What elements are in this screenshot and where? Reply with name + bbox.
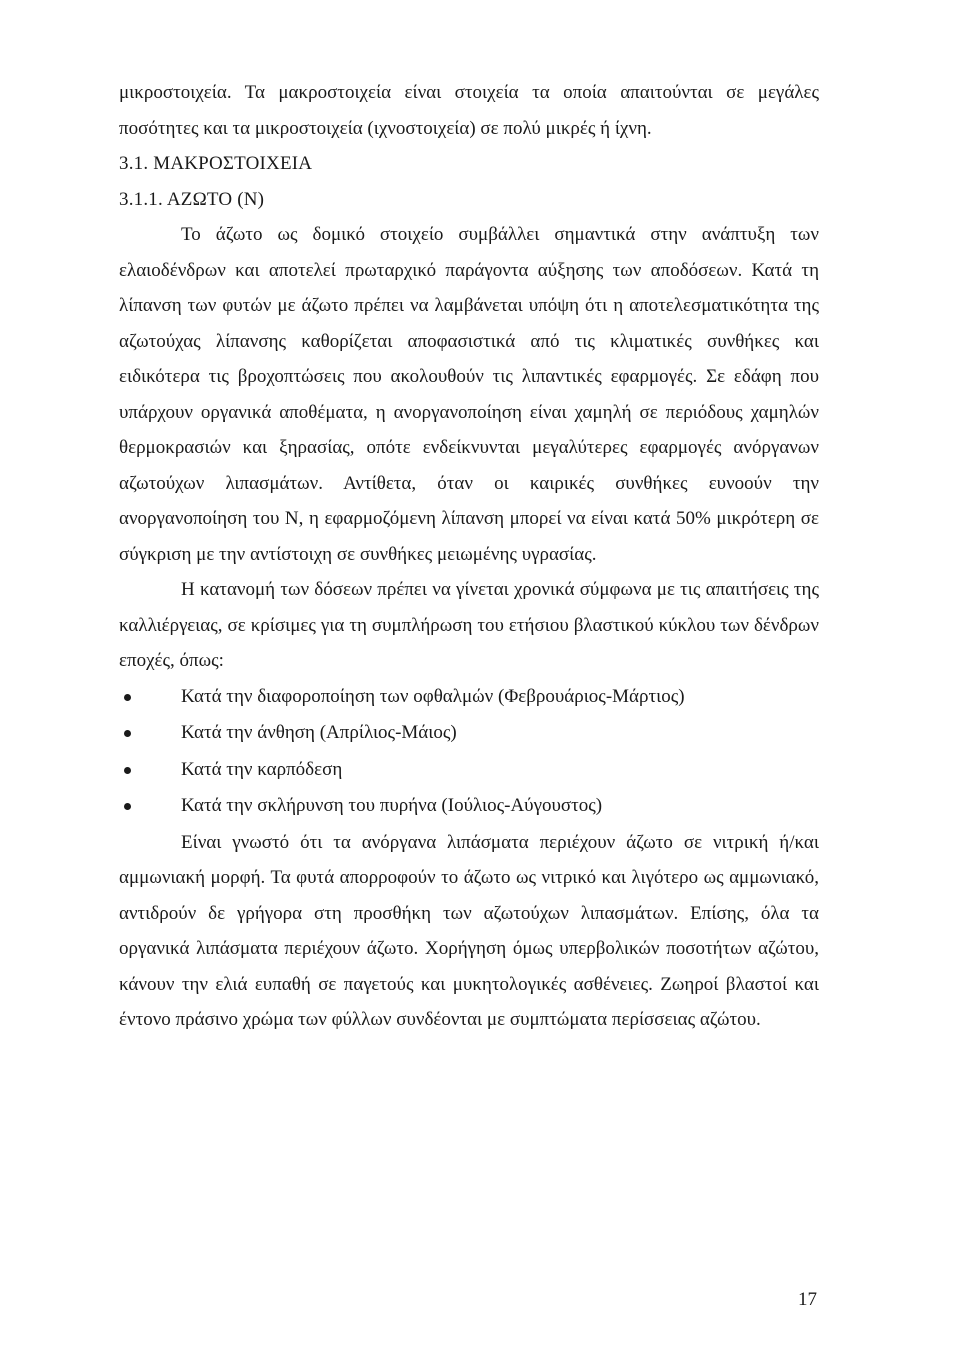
intro-paragraph: μικροστοιχεία. Τα μακροστοιχεία είναι στοιχεία τα οποία απαιτούνται σε μεγάλες ποσότητες και τα μικροστοιχεία (ιχνοστοιχεία) σε πολύ μικρές ή ίχνη. bbox=[119, 82, 819, 139]
bullet-icon bbox=[124, 803, 131, 810]
list-item: Κατά την καρπόδεση bbox=[119, 752, 819, 789]
section-heading: 3.1. ΜΑΚΡΟΣΤΟΙΧΕΙΑ bbox=[119, 153, 313, 174]
page-number: 17 bbox=[798, 1289, 817, 1310]
bullet-icon bbox=[124, 694, 131, 701]
list-item: Κατά την σκλήρυνση του πυρήνα (Ιούλιος-Αύγουστος) bbox=[119, 788, 819, 825]
subsection-heading: 3.1.1. ΑΖΩΤΟ (Ν) bbox=[119, 188, 265, 210]
fertilizer-paragraph: Είναι γνωστό ότι τα ανόργανα λιπάσματα περιέχουν άζωτο σε νιτρική ή/και αμμωνιακή μορφή. Τα φυτά απορροφούν το άζωτο ως νιτρικό και λιγότερο ως αμμωνιακό, αντιδρούν δε γρήγορα στη προσθήκη των αζωτούχων λιπασμάτων. Επίσης, όλα τα οργανικά λιπάσματα περιέχουν άζωτο. Χορήγηση όμως υπερβολικών ποσοτήτων αζώτου, κάνουν την ελιά ευπαθή σε παγετούς και μυκητολογικές ασθένειες. Ζωηροί βλαστοί και έντονο πράσινο χρώμα των φύλλων συνδέονται με συμπτώματα περίσσειας αζώτου. bbox=[119, 831, 819, 1030]
list-item: Κατά την άνθηση (Απρίλιος-Μάιος) bbox=[119, 715, 819, 752]
application-periods-list bbox=[119, 679, 819, 825]
dose-distribution-paragraph: Η κατανομή των δόσεων πρέπει να γίνεται χρονικά σύμφωνα με τις απαιτήσεις της καλλιέργειας, σε κρίσιμες για τη συμπλήρωση του ετήσιου βλαστικού κύκλου των δένδρων εποχές, όπως: bbox=[119, 579, 819, 671]
nitrogen-paragraph: Το άζωτο ως δομικό στοιχείο συμβάλλει σημαντικά στην ανάπτυξη των ελαιοδένδρων και αποτελεί πρωταρχικό παράγοντα αύξησης των αποδόσεων. Κατά τη λίπανση των φυτών με άζωτο πρέπει να λαμβάνεται υπόψη ότι η αποτελεσματικότητα της αζωτούχας λίπανσης καθορίζεται αποφασιστικά από τις κλιματικές συνθήκες και ειδικότερα τις βροχοπτώσεις που ακολουθούν τις λιπαντικές εφαρμογές. Σε εδάφη που υπάρχουν οργανικά αποθέματα, η ανοργανοποίηση είναι χαμηλή σε περιόδους χαμηλών θερμοκρασιών και ξηρασίας, οπότε ενδείκνυνται μεγαλύτερες εφαρμογές ανόργανων αζωτούχων λιπασμάτων. Αντίθετα, όταν οι καιρικές συνθήκες ευνοούν την ανοργανοποίηση του Ν, η εφαρμοζόμενη λίπανση μπορεί να είναι κατά 50% μικρότερη σε σύγκριση με την αντίστοιχη σε συνθήκες μειωμένης υγρασίας. bbox=[119, 224, 819, 565]
list-item: Κατά την διαφοροποίηση των οφθαλμών (Φεβρουάριος-Μάρτιος) bbox=[119, 679, 819, 716]
bullet-icon bbox=[124, 767, 131, 774]
page-body bbox=[119, 75, 819, 1038]
bullet-icon bbox=[124, 730, 131, 737]
